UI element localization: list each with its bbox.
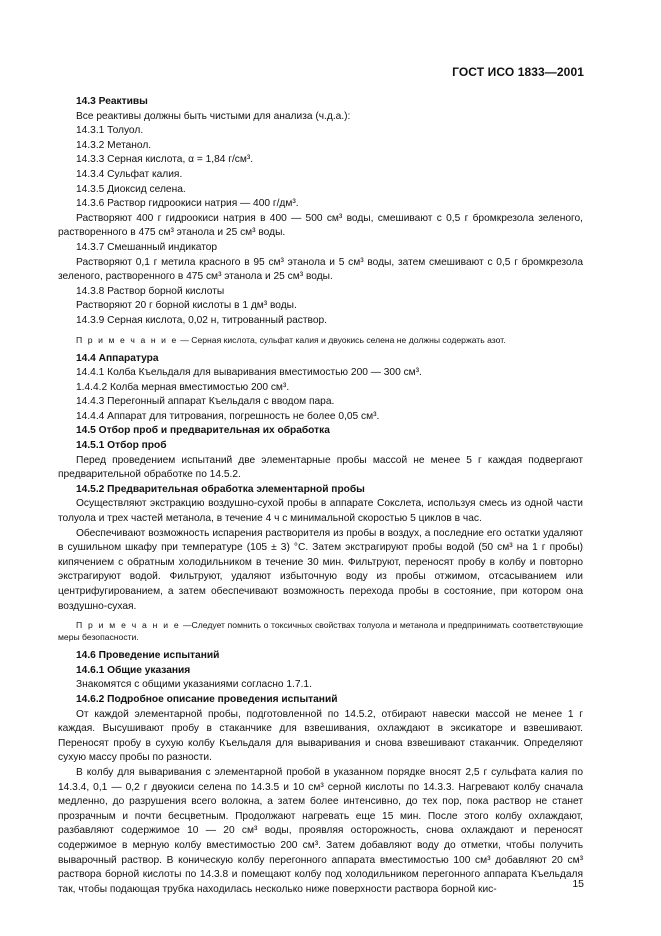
list-item: 14.4.1 Колба Къельдаля для вываривания вместимостью 200 — 300 см³.: [76, 367, 422, 379]
note-label: П р и м е ч а н и е: [76, 334, 178, 345]
list-item: 14.3.7 Смешанный индикатор: [76, 241, 218, 253]
list-item: 14.3.1 Толуол.: [76, 125, 144, 137]
note-text: —Следует помнить о токсичных свойствах толуола и метанола и предпринимать соответствующие меры безопасности.: [58, 620, 583, 643]
list-item: 14.3.3 Серная кислота, α = 1,84 г/см³.: [76, 154, 254, 166]
section-heading: 14.3 Реактивы: [76, 96, 148, 107]
paragraph: Перед проведением испытаний две элементарные пробы массой не менее 5 г каждая подвергают предварительной обработке по 14.5.2.: [58, 454, 583, 481]
note: [58, 334, 583, 346]
document-code: ГОСТ ИСО 1833—2001: [452, 65, 584, 79]
list-item: 14.3.8 Раствор борной кислоты: [76, 285, 225, 297]
note: [58, 619, 583, 643]
paragraph: Все реактивы должны быть чистыми для анализа (ч.д.а.):: [76, 110, 351, 122]
list-item: 14.4.4 Аппарат для титрования, погрешность не более 0,05 см³.: [76, 410, 380, 422]
page-number: 15: [572, 878, 584, 890]
list-item: 14.3.5 Диоксид селена.: [76, 183, 186, 195]
subsection-heading: 14.5.2 Предварительная обработка элементарной пробы: [76, 483, 365, 495]
list-item: 14.3.2 Метанол.: [76, 139, 152, 151]
paragraph: Обеспечивают возможность испарения растворителя из пробы в воздух, а последние его остатки удаляют в сушильном шкафу при температуре (105 ± 3) °С. Затем экстрагируют пробы водой (50 см³ на 1 г пробы) кипячением с обратным холодильником в течение 30 мин. Фильтруют, переносят пробу в колбу и повторно экстрагируют водой. Фильтруют, удаляют избыточную воду из пробы отжимом, отсасыванием или центрифугированием, а затем обеспечивают возможность перехода пробы в состояние, при котором она воздушно-сухая.: [58, 527, 583, 612]
section-heading: 14.5 Отбор проб и предварительная их обработка: [76, 425, 330, 437]
list-item: 14.3.6 Раствор гидроокиси натрия — 400 г/дм³.: [76, 198, 299, 210]
list-item: 1.4.4.2 Колба мерная вместимостью 200 см³.: [76, 381, 290, 393]
note-label: П р и м е ч а н и е: [76, 620, 181, 631]
paragraph: Растворяют 0,1 г метила красного в 95 см³ этанола и 5 см³ воды, затем смешивают с 0,5 г бромкрезола зеленого, растворенного в 475 см³ этанола и 25 см³ воды.: [58, 256, 583, 283]
section-heading: 14.4 Аппаратура: [76, 352, 159, 364]
paragraph: Растворяют 400 г гидроокиси натрия в 400 — 500 см³ воды, смешивают с 0,5 г бромкрезола зеленого, растворенного в 475 см³ этанола и 25 см³ воды.: [58, 212, 583, 239]
list-item: 14.3.4 Сульфат калия.: [76, 168, 183, 180]
paragraph: От каждой элементарной пробы, подготовленной по 14.5.2, отбирают навески массой не менее 1 г каждая. Высушивают пробу в стаканчике для взвешивания, охлаждают в эксикаторе и взвешивают. Переносят пробу в сухую колбу Къельдаля для вываривания и снова взвешивают стаканчик. Определяют сухую массу пробы по разности.: [58, 708, 583, 764]
section-heading: 14.6 Проведение испытаний: [76, 650, 220, 662]
paragraph: Растворяют 20 г борной кислоты в 1 дм³ воды.: [76, 300, 297, 312]
document-body: [58, 95, 583, 897]
note-text: — Серная кислота, сульфат калия и двуокись селена не должны содержать азот.: [177, 334, 506, 345]
subsection-heading: 14.6.1 Общие указания: [76, 664, 191, 676]
paragraph: Знакомятся с общими указаниями согласно 1.7.1.: [76, 679, 312, 691]
list-item: 14.3.9 Серная кислота, 0,02 н, титрованный раствор.: [76, 314, 328, 326]
paragraph: Осуществляют экстракцию воздушно-сухой пробы в аппарате Сокслета, используя смесь из одной части толуола и трех частей метанола, в течение 4 ч с минимальной скоростью 5 циклов в час.: [58, 498, 583, 525]
subsection-heading: 14.5.1 Отбор проб: [76, 440, 167, 452]
paragraph: В колбу для вываривания с элементарной пробой в указанном порядке вносят 2,5 г сульфата калия по 14.3.4, 0,1 — 0,2 г двуокиси селена по 14.3.5 и 10 см³ серной кислоты по 14.3.3. Нагревают колбу сначала медленно, до разрушения всего волокна, а затем более интенсивно, до тех пор, пока раствор не станет прозрачным и почти бесцветным. Продолжают нагревать еще 15 мин. После этого колбу охлаждают, разбавляют содержимое 10 — 20 см³ воды, проявляя осторожность, снова охлаждают и переносят содержимое в мерную колбу вместимостью 200 см³. Затем добавляют воду до отметки, чтобы получить выварочный раствор. В коническую колбу перегонного аппарата вместимостью 100 см³ добавляют 20 см³ раствора борной кислоты по 14.3.8 и помещают колбу под холодильником перегонного аппарата Къельдаля так, чтобы подающая трубка находилась несколько ниже поверхности раствора борной кис-: [58, 766, 583, 895]
subsection-heading: 14.6.2 Подробное описание проведения испытаний: [76, 693, 338, 705]
list-item: 14.4.3 Перегонный аппарат Къельдаля с вводом пара.: [76, 396, 335, 408]
